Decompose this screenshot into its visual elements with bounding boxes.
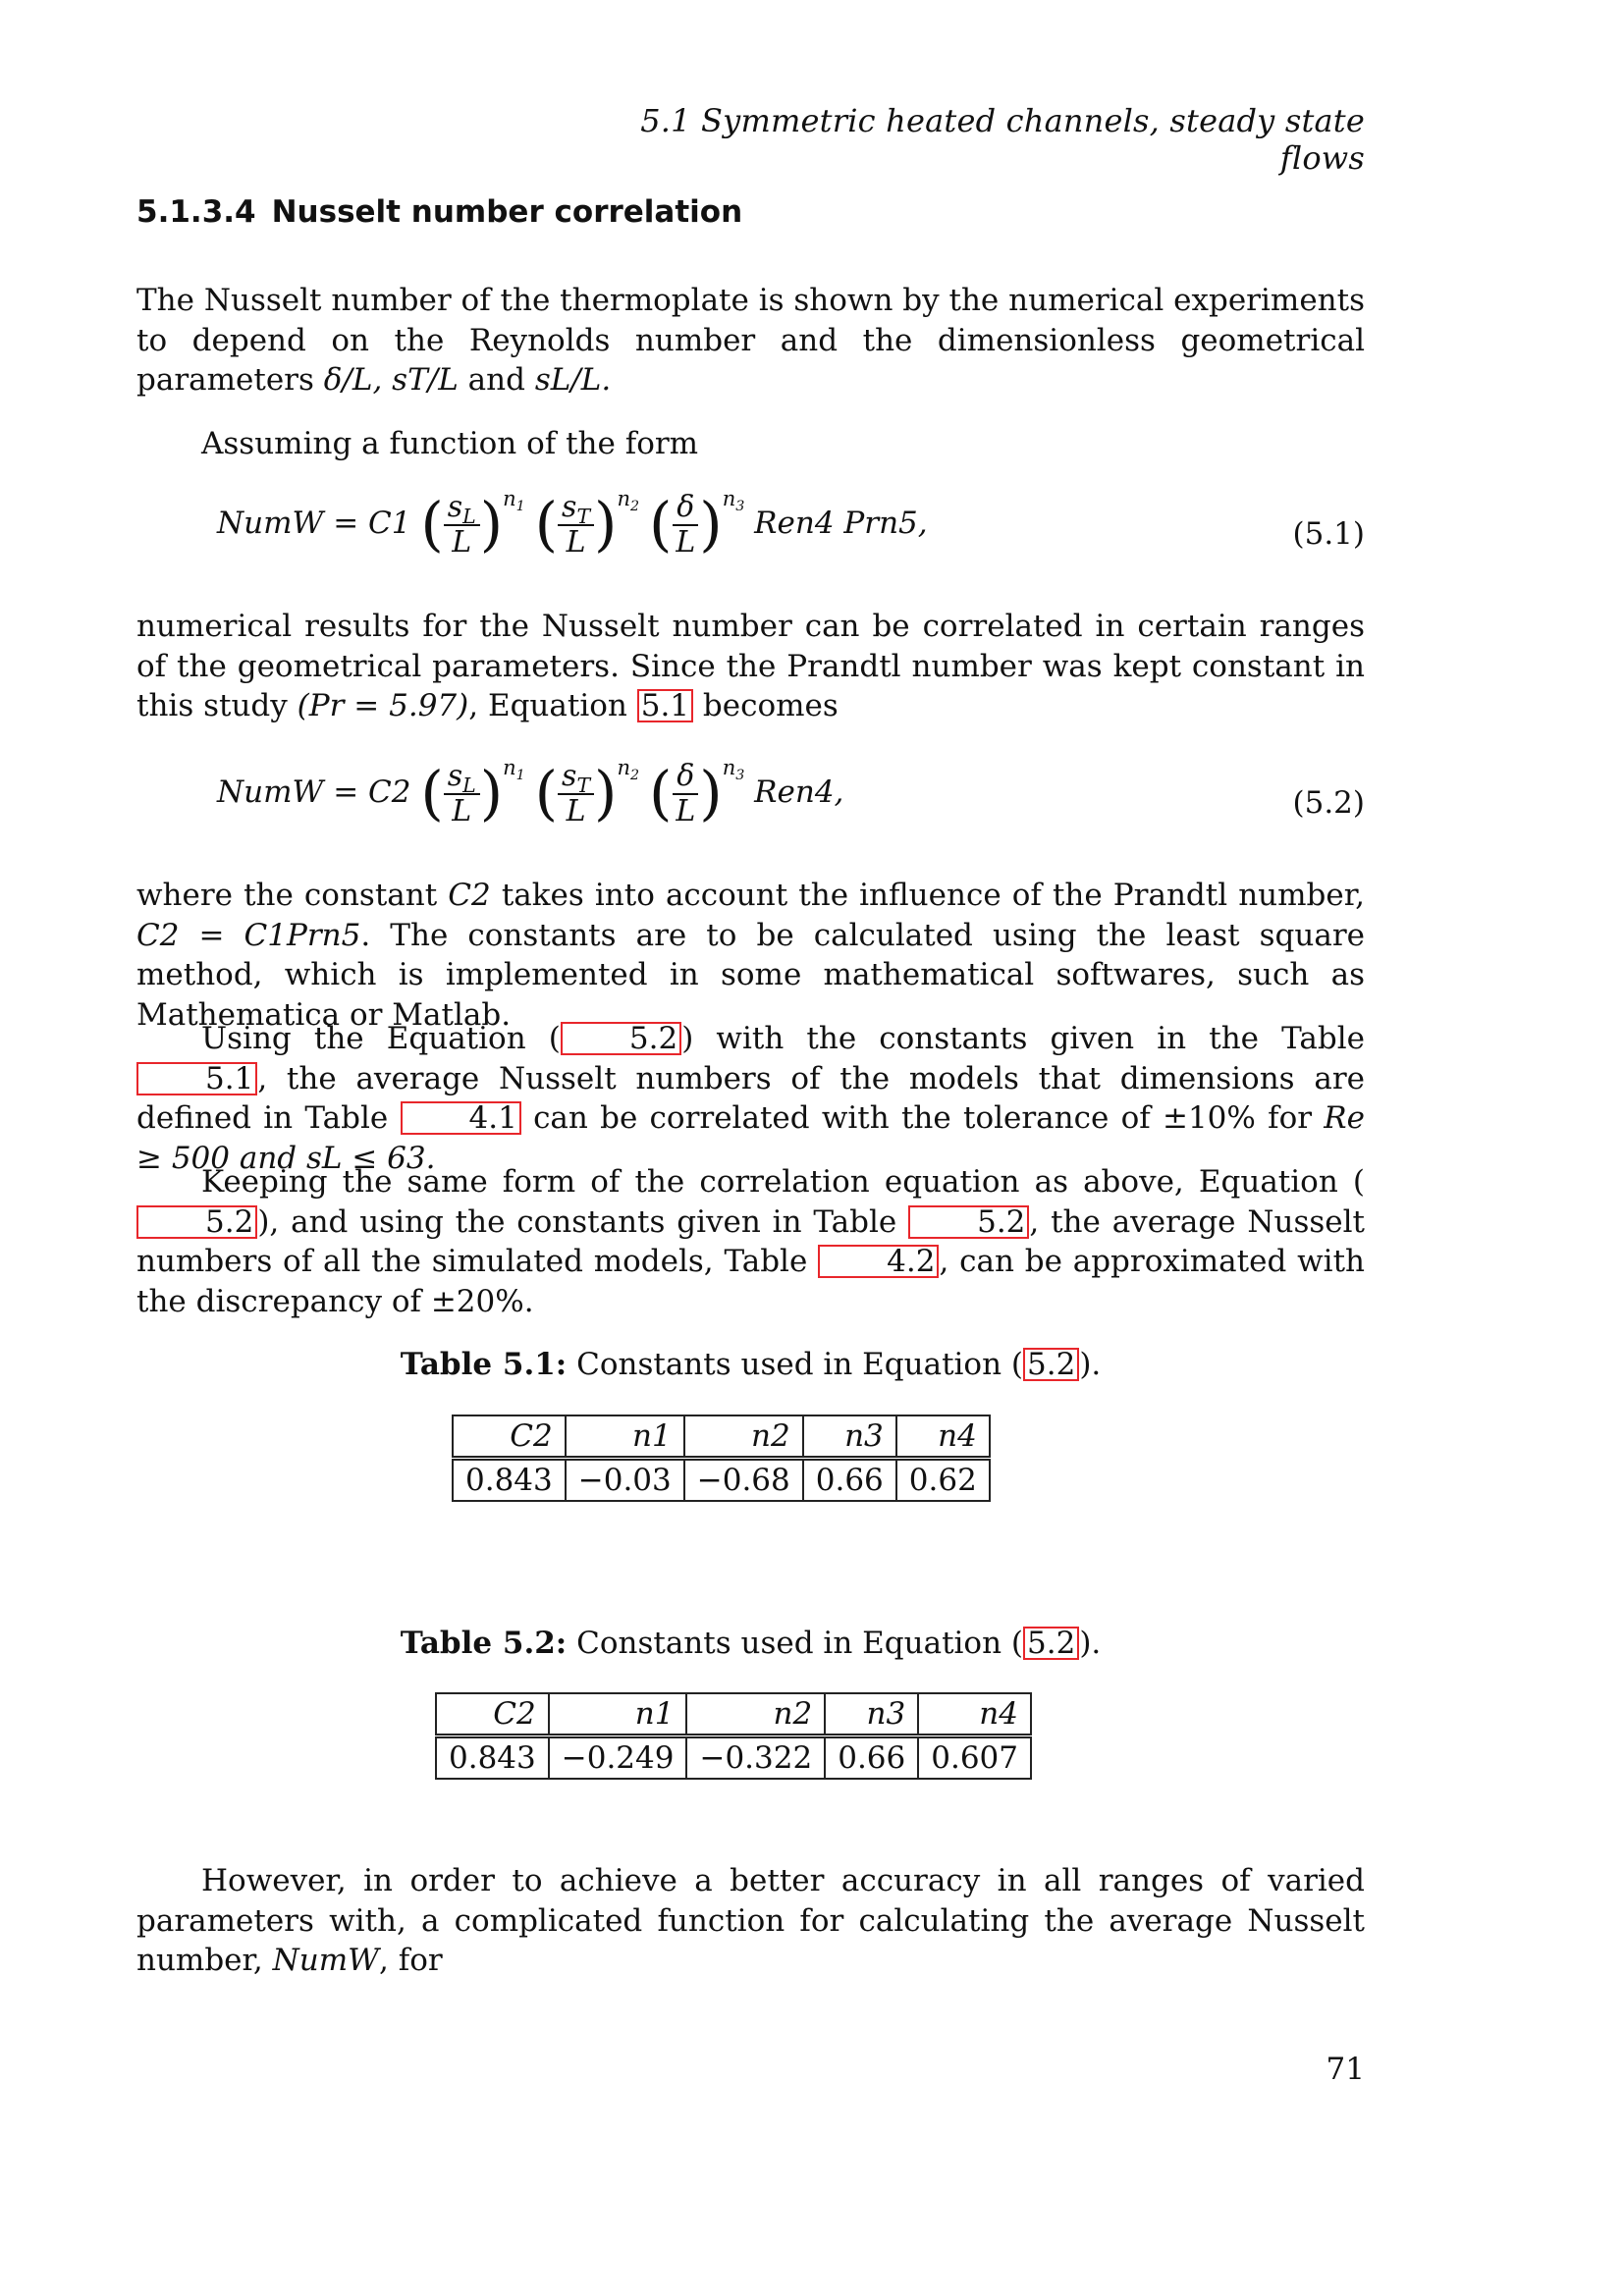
table-header-cell: n4 xyxy=(896,1415,990,1459)
math-inline: NumW xyxy=(272,1943,380,1978)
table-cell: 0.66 xyxy=(803,1459,896,1502)
table-cell: −0.249 xyxy=(549,1736,687,1780)
paragraph-however xyxy=(136,1861,1365,1981)
paragraph-keeping-form xyxy=(136,1162,1365,1321)
paragraph-text: , can be approximated with the discrepancy of ±20%. xyxy=(136,1244,1365,1319)
math-inline: C2 xyxy=(448,878,491,913)
paragraph-text: ) with the constants given in the Table xyxy=(681,1021,1365,1056)
table-header-cell: n2 xyxy=(686,1693,825,1736)
table-link[interactable]: 5.1 xyxy=(136,1062,257,1095)
paragraph-text: However, in order to achieve a better accuracy in all ranges of varied parameters with, a complicated function for calculating the average Nusselt number, xyxy=(136,1863,1365,1978)
paragraph-text: , the average Nusselt numbers of all the simulated models, Table xyxy=(136,1203,1365,1279)
equation-link[interactable]: 5.2 xyxy=(1023,1627,1079,1660)
table-cell: 0.66 xyxy=(825,1736,918,1780)
equation-body: NumW = C1 ( $\frac{s_L}{L}$ )$^{n_1}$ ( $\frac{s_T}{L}$ )$^{n_2}$ ( $\frac{\delta}{L}$ )$^{n_3}$ Ren4 Prn5, xyxy=(217,487,928,560)
paragraph-numerical-results xyxy=(136,607,1365,726)
table-header-cell: n4 xyxy=(918,1693,1031,1736)
paragraph-text: becomes xyxy=(702,688,839,723)
math-inline: δ/L, sT/L xyxy=(323,362,459,398)
paragraph-text: , Equation xyxy=(468,688,627,723)
equation-link[interactable]: 5.2 xyxy=(561,1022,681,1055)
paragraph-text: can be correlated with the tolerance of ±10% for xyxy=(533,1100,1313,1136)
table-header-cell: n1 xyxy=(566,1415,684,1459)
paragraph-text: takes into account the influence of the Prandtl number, xyxy=(501,878,1365,913)
paragraph-constant-c2 xyxy=(136,876,1365,1035)
running-head: 5.1 Symmetric heated channels, steady state flows xyxy=(640,102,1365,177)
table-label: Table 5.2: xyxy=(400,1626,568,1661)
section-heading xyxy=(136,194,742,230)
paragraph-text: and xyxy=(467,362,525,398)
equation-link[interactable]: 5.2 xyxy=(1023,1348,1079,1381)
table-cell: 0.843 xyxy=(453,1459,566,1502)
paragraph-text: . The constants are to be calculated using the least square method, which is implemented in some mathematical softwares, such as Mathematica or Matlab. xyxy=(136,917,1366,1033)
paragraph-text: numerical results for the Nusselt number can be correlated in certain ranges of the geometrical parameters. Since the Prandtl number was kept constant in this study xyxy=(136,609,1365,723)
table-header-row xyxy=(453,1415,990,1459)
math-inline: C2 = C1Prn5 xyxy=(136,917,361,953)
paragraph-text: Using the Equation ( xyxy=(201,1021,561,1056)
table-cell: −0.03 xyxy=(566,1459,684,1502)
equation-5-1 xyxy=(136,481,1365,589)
math-inline: Re ≥ 500 and sL ≤ 63. xyxy=(136,1100,1365,1176)
table-row xyxy=(453,1459,990,1502)
table-cell: 0.843 xyxy=(436,1736,549,1780)
table-header-row xyxy=(436,1693,1031,1736)
table-header-cell: C2 xyxy=(453,1415,566,1459)
paragraph-text: , for xyxy=(379,1943,443,1978)
table-header-cell: n1 xyxy=(549,1693,687,1736)
paragraph-using-equation xyxy=(136,1019,1365,1178)
equation-tail: Ren4 Prn5, xyxy=(754,506,928,541)
paragraph-text: ), and using the constants given in Table xyxy=(257,1203,897,1240)
caption-text: ). xyxy=(1079,1347,1102,1382)
table-header-cell: n3 xyxy=(825,1693,918,1736)
table-row xyxy=(436,1736,1031,1780)
table-5-2-caption xyxy=(136,1626,1365,1661)
paragraph-text: where the constant xyxy=(136,878,438,913)
table-link[interactable]: 4.1 xyxy=(401,1101,521,1135)
table-cell: 0.62 xyxy=(896,1459,990,1502)
page-number: 71 xyxy=(1326,2052,1365,2087)
table-cell: 0.607 xyxy=(918,1736,1031,1780)
equation-link[interactable]: 5.2 xyxy=(136,1205,257,1239)
paragraph-text: , the average Nusselt numbers of the models that dimensions are defined in Table xyxy=(136,1060,1365,1136)
section-title: Nusselt number correlation xyxy=(271,194,743,230)
table-label: Table 5.1: xyxy=(400,1347,568,1382)
equation-5-2 xyxy=(136,750,1365,858)
caption-text: Constants used in Equation ( xyxy=(576,1347,1024,1382)
caption-text: ). xyxy=(1079,1626,1102,1661)
equation-tail: Ren4, xyxy=(754,774,844,810)
table-header-cell: n3 xyxy=(803,1415,896,1459)
math-inline: sL/L. xyxy=(534,362,612,398)
table-5-1 xyxy=(452,1415,991,1502)
section-number: 5.1.3.4 xyxy=(136,194,256,230)
table-5-1-caption xyxy=(136,1347,1365,1382)
table-header-cell: n2 xyxy=(684,1415,803,1459)
paragraph-intro xyxy=(136,281,1365,400)
table-link[interactable]: 5.2 xyxy=(908,1205,1029,1239)
equation-link[interactable]: 5.1 xyxy=(637,689,693,722)
paragraph-text: Keeping the same form of the correlation equation as above, Equation ( xyxy=(201,1164,1365,1200)
caption-text: Constants used in Equation ( xyxy=(576,1626,1024,1661)
table-cell: −0.322 xyxy=(686,1736,825,1780)
table-link[interactable]: 4.2 xyxy=(818,1245,939,1278)
equation-number: (5.1) xyxy=(1292,516,1365,552)
table-header-cell: C2 xyxy=(436,1693,549,1736)
paragraph-assuming: Assuming a function of the form xyxy=(201,426,699,461)
equation-body: NumW = C2 ( $\frac{s_L}{L}$ )$^{n_1}$ ( $\frac{s_T}{L}$ )$^{n_2}$ ( $\frac{\delta}{L}$ )$^{n_3}$ Ren4, xyxy=(217,756,844,828)
equation-lhs: NumW = C1 xyxy=(217,506,411,541)
table-cell: −0.68 xyxy=(684,1459,803,1502)
paragraph-text: The Nusselt number of the thermoplate is shown by the numerical experiments to depend on the Reynolds number and the dimensionless geometrical parameters xyxy=(136,283,1365,398)
table-5-2 xyxy=(435,1692,1032,1780)
equation-number: (5.2) xyxy=(1292,785,1365,821)
math-inline: (Pr = 5.97) xyxy=(297,688,469,723)
equation-lhs: NumW = C2 xyxy=(217,774,411,810)
